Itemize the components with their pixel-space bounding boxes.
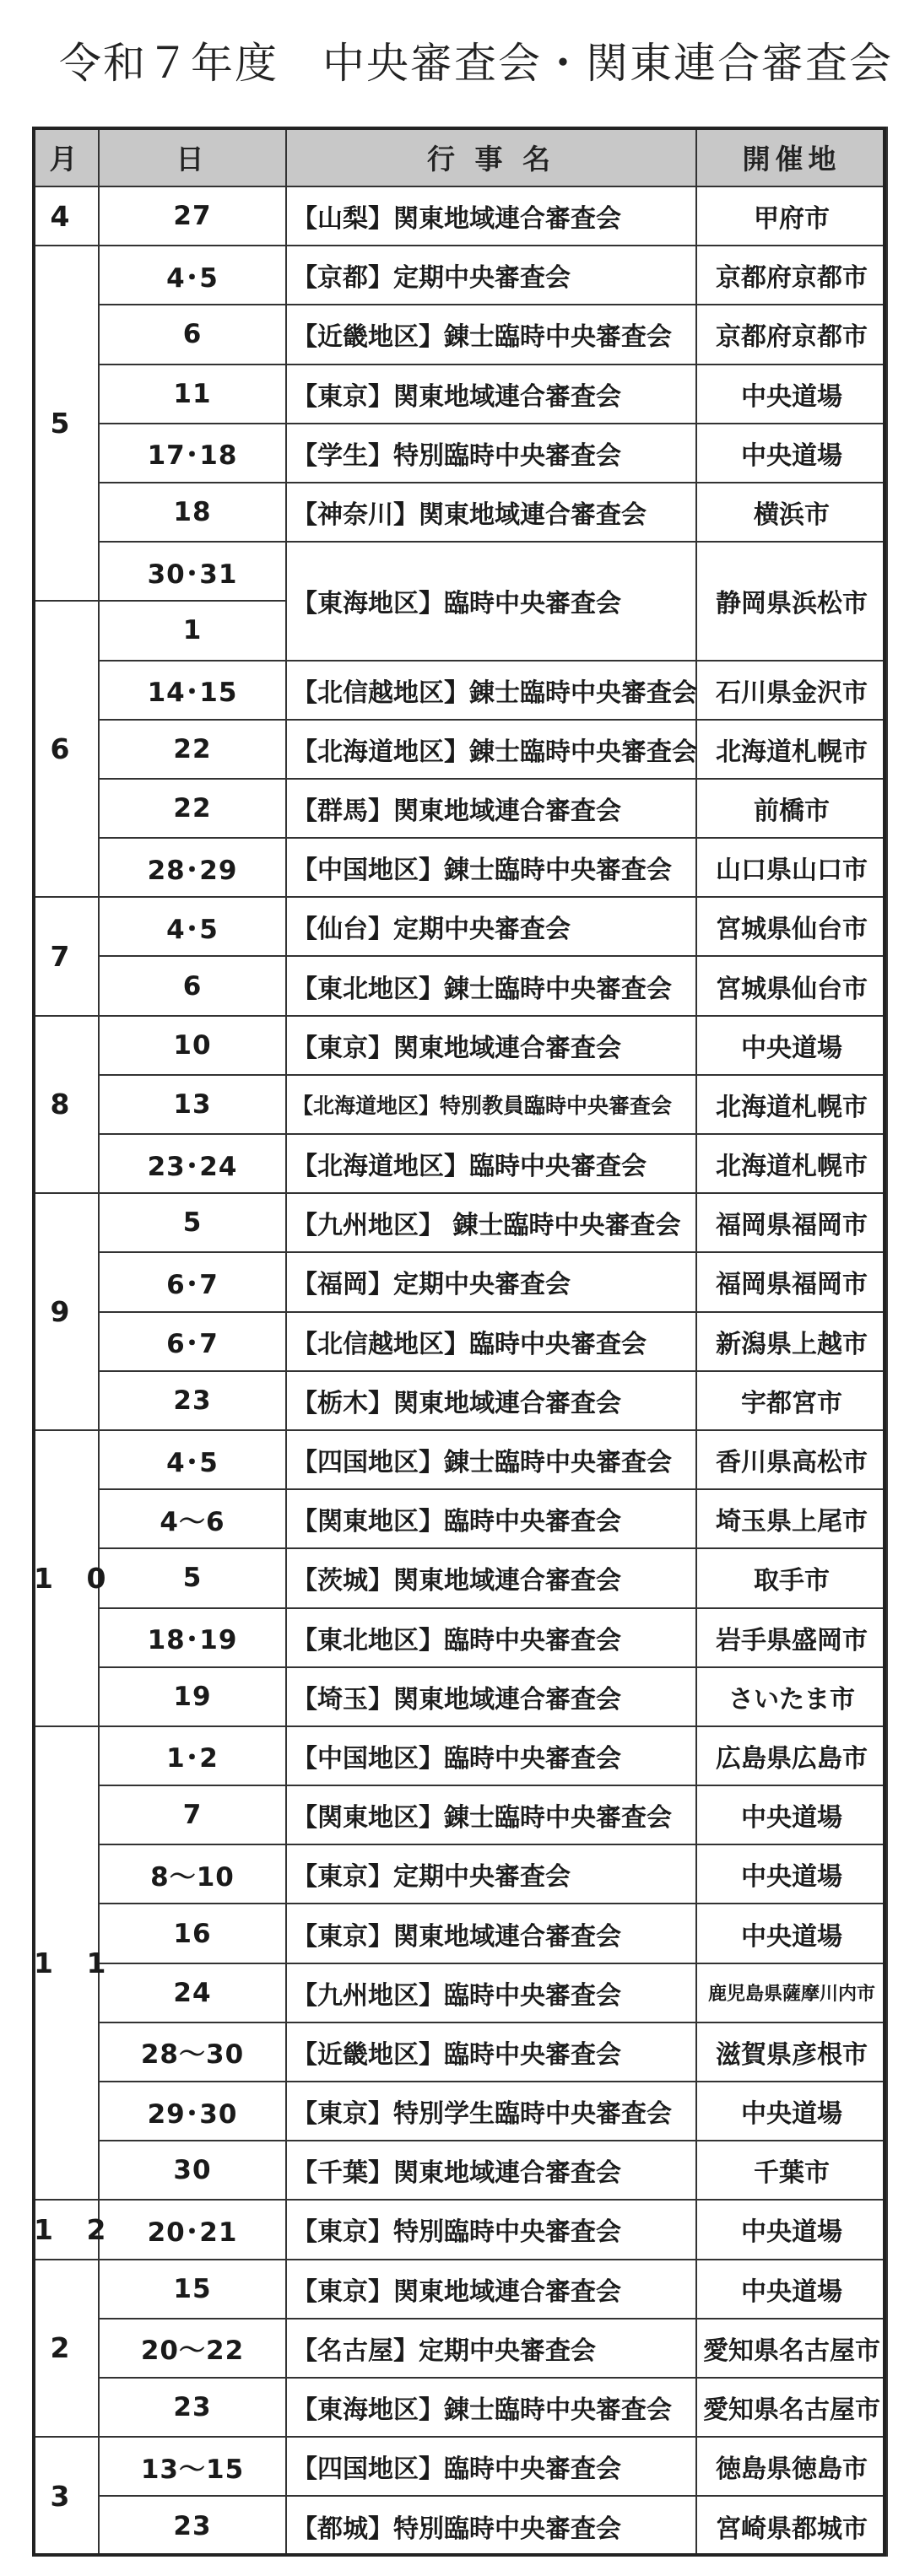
month-cell: 3 bbox=[33, 2437, 99, 2556]
venue-cell: 宇都宮市 bbox=[696, 1371, 887, 1430]
venue-cell: 香川県高松市 bbox=[696, 1430, 887, 1489]
month-cell: 7 bbox=[33, 897, 99, 1015]
venue-cell: 北海道札幌市 bbox=[696, 1134, 887, 1193]
day-cell: 23 bbox=[99, 2496, 286, 2556]
venue-cell: 中央道場 bbox=[696, 424, 887, 483]
venue-cell: 京都府京都市 bbox=[696, 305, 887, 364]
venue-cell: 鹿児島県薩摩川内市 bbox=[696, 1963, 887, 2022]
event-cell: 【北海道地区】特別教員臨時中央審査会 bbox=[286, 1075, 696, 1134]
event-cell: 【名古屋】定期中央審査会 bbox=[286, 2319, 696, 2378]
event-cell: 【東京】関東地域連合審査会 bbox=[286, 1016, 696, 1075]
venue-cell: 石川県金沢市 bbox=[696, 661, 887, 720]
day-cell: 6･7 bbox=[99, 1252, 286, 1311]
day-cell: 23 bbox=[99, 1371, 286, 1430]
event-cell: 【山梨】関東地域連合審査会 bbox=[286, 186, 696, 246]
event-cell: 【茨城】関東地域連合審査会 bbox=[286, 1548, 696, 1607]
venue-cell: 新潟県上越市 bbox=[696, 1312, 887, 1371]
day-cell: 1･2 bbox=[99, 1726, 286, 1785]
day-cell: 5 bbox=[99, 1548, 286, 1607]
event-cell: 【四国地区】臨時中央審査会 bbox=[286, 2437, 696, 2496]
venue-cell: 横浜市 bbox=[696, 483, 887, 542]
venue-cell: 中央道場 bbox=[696, 2260, 887, 2319]
venue-cell: 福岡県福岡市 bbox=[696, 1193, 887, 1252]
day-cell: 5 bbox=[99, 1193, 286, 1252]
venue-cell: 徳島県徳島市 bbox=[696, 2437, 887, 2496]
venue-cell: さいたま市 bbox=[696, 1667, 887, 1726]
venue-cell: 愛知県名古屋市 bbox=[696, 2378, 887, 2437]
day-cell: 23･24 bbox=[99, 1134, 286, 1193]
event-cell: 【四国地区】錬士臨時中央審査会 bbox=[286, 1430, 696, 1489]
month-cell: 5 bbox=[33, 246, 99, 601]
venue-cell: 中央道場 bbox=[696, 2082, 887, 2141]
month-cell: 2 bbox=[33, 2260, 99, 2438]
venue-cell: 山口県山口市 bbox=[696, 838, 887, 897]
venue-cell: 中央道場 bbox=[696, 1844, 887, 1904]
event-cell: 【関東地区】臨時中央審査会 bbox=[286, 1489, 696, 1548]
day-cell: 30･31 bbox=[99, 542, 286, 601]
day-cell: 16 bbox=[99, 1904, 286, 1963]
day-cell: 6 bbox=[99, 305, 286, 364]
day-cell: 13 bbox=[99, 1075, 286, 1134]
day-cell: 23 bbox=[99, 2378, 286, 2437]
header-event: 行 事 名 bbox=[286, 127, 696, 186]
event-cell: 【東京】特別学生臨時中央審査会 bbox=[286, 2082, 696, 2141]
month-cell: 4 bbox=[33, 186, 99, 246]
day-cell: 13～15 bbox=[99, 2437, 286, 2496]
event-cell: 【千葉】関東地域連合審査会 bbox=[286, 2141, 696, 2200]
day-cell: 10 bbox=[99, 1016, 286, 1075]
day-cell: 28～30 bbox=[99, 2022, 286, 2082]
month-cell: 1 1 bbox=[33, 1726, 99, 2201]
event-cell: 【神奈川】関東地域連合審査会 bbox=[286, 483, 696, 542]
event-cell: 【北海道地区】臨時中央審査会 bbox=[286, 1134, 696, 1193]
day-cell: 28･29 bbox=[99, 838, 286, 897]
header-day: 日 bbox=[99, 127, 286, 186]
day-cell: 4･5 bbox=[99, 1430, 286, 1489]
event-cell: 【福岡】定期中央審査会 bbox=[286, 1252, 696, 1311]
venue-cell: 宮城県仙台市 bbox=[696, 956, 887, 1015]
day-cell: 15 bbox=[99, 2260, 286, 2319]
event-cell: 【北信越地区】臨時中央審査会 bbox=[286, 1312, 696, 1371]
event-cell: 【群馬】関東地域連合審査会 bbox=[286, 779, 696, 838]
event-cell: 【東海地区】錬士臨時中央審査会 bbox=[286, 2378, 696, 2437]
day-cell: 20･21 bbox=[99, 2200, 286, 2259]
month-cell: 1 0 bbox=[33, 1430, 99, 1726]
day-cell: 6･7 bbox=[99, 1312, 286, 1371]
day-cell: 4･5 bbox=[99, 897, 286, 956]
venue-cell: 愛知県名古屋市 bbox=[696, 2319, 887, 2378]
day-cell: 14･15 bbox=[99, 661, 286, 720]
event-cell: 【都城】特別臨時中央審査会 bbox=[286, 2496, 696, 2556]
day-cell: 6 bbox=[99, 956, 286, 1015]
venue-cell: 中央道場 bbox=[696, 1785, 887, 1844]
table-outer-border bbox=[32, 127, 886, 2557]
day-cell: 22 bbox=[99, 779, 286, 838]
month-cell: 6 bbox=[33, 601, 99, 897]
event-cell: 【東北地区】錬士臨時中央審査会 bbox=[286, 956, 696, 1015]
event-cell: 【近畿地区】錬士臨時中央審査会 bbox=[286, 305, 696, 364]
event-cell: 【東京】関東地域連合審査会 bbox=[286, 2260, 696, 2319]
day-cell: 22 bbox=[99, 720, 286, 779]
venue-cell: 宮城県仙台市 bbox=[696, 897, 887, 956]
day-cell: 18･19 bbox=[99, 1608, 286, 1667]
header-month: 月 bbox=[33, 127, 99, 186]
event-cell: 【近畿地区】臨時中央審査会 bbox=[286, 2022, 696, 2082]
event-cell: 【北信越地区】錬士臨時中央審査会 bbox=[286, 661, 696, 720]
event-cell: 【北海道地区】錬士臨時中央審査会 bbox=[286, 720, 696, 779]
month-cell: 8 bbox=[33, 1016, 99, 1194]
venue-cell: 中央道場 bbox=[696, 2200, 887, 2259]
event-cell: 【九州地区】臨時中央審査会 bbox=[286, 1963, 696, 2022]
day-cell: 24 bbox=[99, 1963, 286, 2022]
event-cell: 【東京】関東地域連合審査会 bbox=[286, 1904, 696, 1963]
venue-cell: 取手市 bbox=[696, 1548, 887, 1607]
page-title: 令和７年度 中央審査会・関東連合審査会 bbox=[59, 39, 893, 88]
day-cell: 11 bbox=[99, 365, 286, 424]
day-cell: 8～10 bbox=[99, 1844, 286, 1904]
month-cell: 1 2 bbox=[33, 2200, 99, 2259]
event-cell: 【仙台】定期中央審査会 bbox=[286, 897, 696, 956]
venue-cell: 前橋市 bbox=[696, 779, 887, 838]
venue-cell: 甲府市 bbox=[696, 186, 887, 246]
event-cell: 【学生】特別臨時中央審査会 bbox=[286, 424, 696, 483]
day-cell: 19 bbox=[99, 1667, 286, 1726]
venue-cell: 広島県広島市 bbox=[696, 1726, 887, 1785]
event-cell: 【九州地区】 錬士臨時中央審査会 bbox=[286, 1193, 696, 1252]
venue-cell: 中央道場 bbox=[696, 1904, 887, 1963]
header-venue: 開催地 bbox=[696, 127, 887, 186]
day-cell: 4～6 bbox=[99, 1489, 286, 1548]
event-cell: 【東京】特別臨時中央審査会 bbox=[286, 2200, 696, 2259]
event-cell: 【栃木】関東地域連合審査会 bbox=[286, 1371, 696, 1430]
day-cell: 27 bbox=[99, 186, 286, 246]
venue-cell: 中央道場 bbox=[696, 1016, 887, 1075]
event-cell: 【京都】定期中央審査会 bbox=[286, 246, 696, 305]
venue-cell: 埼玉県上尾市 bbox=[696, 1489, 887, 1548]
day-cell: 29･30 bbox=[99, 2082, 286, 2141]
venue-cell: 北海道札幌市 bbox=[696, 1075, 887, 1134]
day-cell: 20～22 bbox=[99, 2319, 286, 2378]
event-cell: 【東海地区】臨時中央審査会 bbox=[286, 542, 696, 660]
day-cell: 17･18 bbox=[99, 424, 286, 483]
venue-cell: 宮崎県都城市 bbox=[696, 2496, 887, 2556]
day-cell: 1 bbox=[99, 601, 286, 660]
day-cell: 7 bbox=[99, 1785, 286, 1844]
event-cell: 【東北地区】臨時中央審査会 bbox=[286, 1608, 696, 1667]
event-cell: 【関東地区】錬士臨時中央審査会 bbox=[286, 1785, 696, 1844]
venue-cell: 中央道場 bbox=[696, 365, 887, 424]
event-cell: 【埼玉】関東地域連合審査会 bbox=[286, 1667, 696, 1726]
event-cell: 【中国地区】臨時中央審査会 bbox=[286, 1726, 696, 1785]
day-cell: 30 bbox=[99, 2141, 286, 2200]
event-cell: 【東京】関東地域連合審査会 bbox=[286, 365, 696, 424]
venue-cell: 静岡県浜松市 bbox=[696, 542, 887, 660]
venue-cell: 千葉市 bbox=[696, 2141, 887, 2200]
event-cell: 【東京】定期中央審査会 bbox=[286, 1844, 696, 1904]
venue-cell: 福岡県福岡市 bbox=[696, 1252, 887, 1311]
venue-cell: 岩手県盛岡市 bbox=[696, 1608, 887, 1667]
venue-cell: 滋賀県彦根市 bbox=[696, 2022, 887, 2082]
event-cell: 【中国地区】錬士臨時中央審査会 bbox=[286, 838, 696, 897]
day-cell: 18 bbox=[99, 483, 286, 542]
month-cell: 9 bbox=[33, 1193, 99, 1430]
day-cell: 4･5 bbox=[99, 246, 286, 305]
venue-cell: 京都府京都市 bbox=[696, 246, 887, 305]
venue-cell: 北海道札幌市 bbox=[696, 720, 887, 779]
